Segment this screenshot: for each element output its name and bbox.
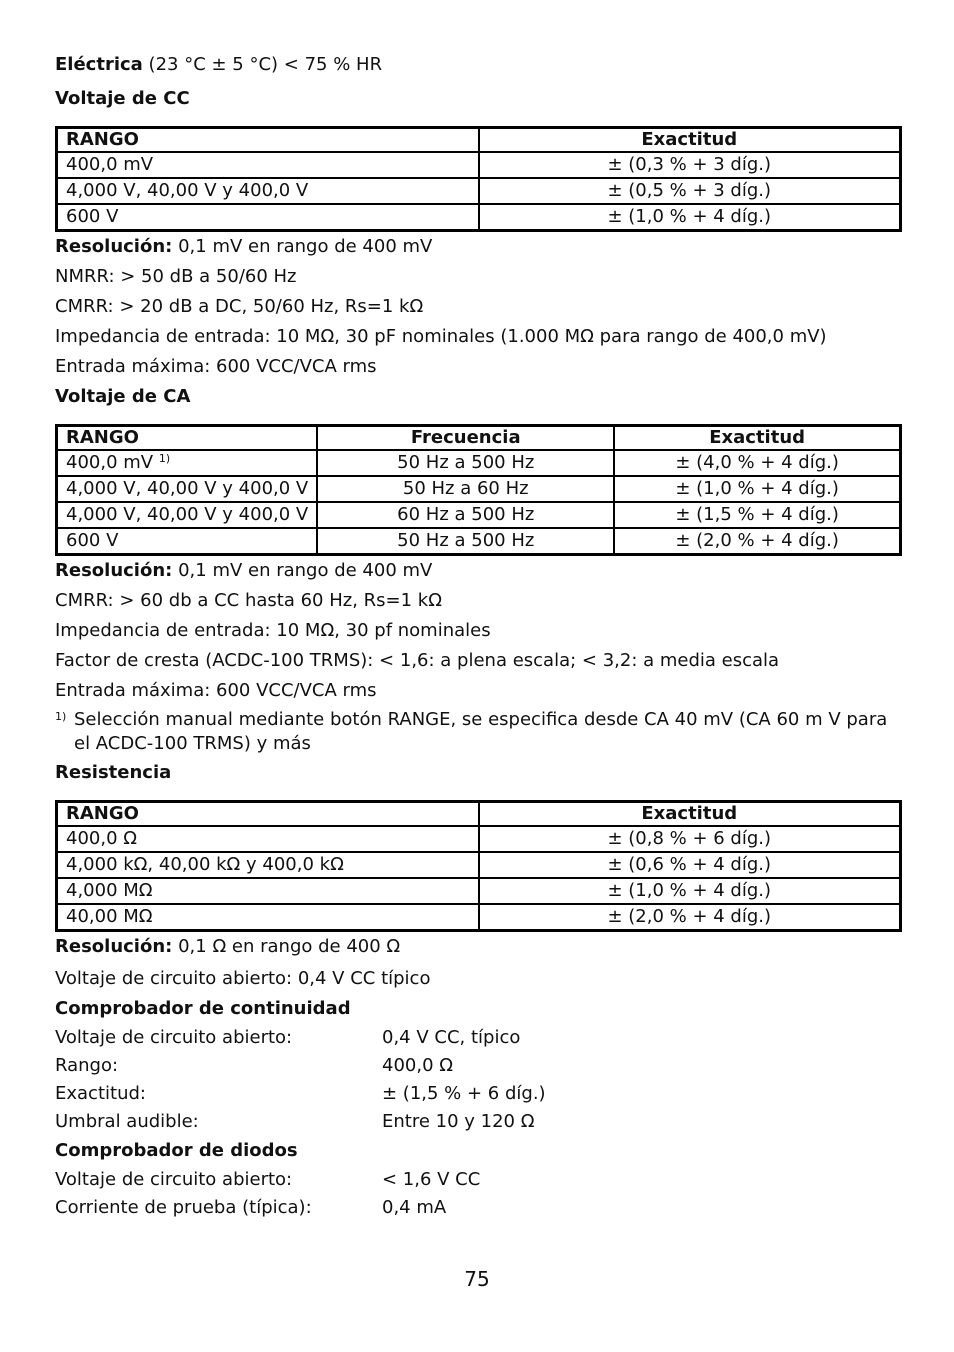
cell-frequency: 50 Hz a 500 Hz — [317, 450, 614, 476]
table-row — [57, 878, 901, 904]
cell-accuracy: ± (0,6 % + 4 díg.) — [479, 852, 901, 878]
cell-range: 4,000 MΩ — [57, 878, 479, 904]
ac-resolution — [55, 556, 902, 586]
dc-spec-line: NMRR: > 50 dB a 50/60 Hz — [55, 266, 297, 287]
cell-range: 600 V — [57, 204, 479, 231]
cell-accuracy: ± (2,0 % + 4 díg.) — [614, 528, 900, 555]
dc-spec-line: Impedancia de entrada: 10 MΩ, 30 pF nominales (1.000 MΩ para rango de 400,0 mV) — [55, 326, 827, 347]
item-value: Entre 10 y 120 Ω — [382, 1111, 535, 1132]
table-row — [57, 904, 901, 931]
ac-spec-line: Factor de cresta (ACDC-100 TRMS): < 1,6: a plena escala; < 3,2: a media escala — [55, 650, 780, 671]
cell-range: 4,000 V, 40,00 V y 400,0 V — [57, 476, 318, 502]
item-value: 0,4 V CC, típico — [382, 1027, 521, 1048]
table-row — [57, 502, 901, 528]
footnote-mark: 1) — [55, 710, 67, 723]
resolution-text: 0,1 Ω en rango de 400 Ω — [178, 936, 401, 957]
cell-accuracy: ± (1,0 % + 4 díg.) — [479, 878, 901, 904]
ac-spec-line: Entrada máxima: 600 VCC/VCA rms — [55, 680, 377, 701]
document-page — [55, 50, 902, 1222]
electrical-conditions-text: (23 °C ± 5 °C) < 75 % HR — [148, 54, 383, 75]
table-row — [57, 528, 901, 555]
item-value: ± (1,5 % + 6 díg.) — [382, 1083, 546, 1104]
cell-frequency: 50 Hz a 60 Hz — [317, 476, 614, 502]
header-range: RANGO — [57, 802, 479, 827]
cell-accuracy: ± (0,5 % + 3 díg.) — [479, 178, 901, 204]
cell-range: 4,000 V, 40,00 V y 400,0 V — [57, 178, 479, 204]
table-header-row — [57, 426, 901, 451]
cell-accuracy: ± (1,0 % + 4 díg.) — [479, 204, 901, 231]
footnote-ref: 1) — [158, 452, 171, 465]
table-header-row — [57, 802, 901, 827]
resolution-label: Resolución: — [55, 560, 173, 581]
continuity-item — [55, 1080, 902, 1108]
table-row — [57, 204, 901, 231]
ac-voltage-table — [55, 424, 902, 556]
header-range: RANGO — [57, 128, 479, 153]
cell-range: 4,000 kΩ, 40,00 kΩ y 400,0 kΩ — [57, 852, 479, 878]
header-frequency: Frecuencia — [317, 426, 614, 451]
table-row — [57, 852, 901, 878]
cell-range: 400,0 Ω — [57, 826, 479, 852]
cell-range — [57, 450, 318, 476]
cell-frequency: 50 Hz a 500 Hz — [317, 528, 614, 555]
cell-accuracy: ± (2,0 % + 4 díg.) — [479, 904, 901, 931]
item-key: Voltaje de circuito abierto: — [55, 1027, 293, 1048]
item-value: < 1,6 V CC — [382, 1169, 481, 1190]
resolution-text: 0,1 mV en rango de 400 mV — [178, 236, 433, 257]
table-header-row — [57, 128, 901, 153]
ac-spec-line: CMRR: > 60 db a CC hasta 60 Hz, Rs=1 kΩ — [55, 590, 442, 611]
table-row — [57, 152, 901, 178]
continuity-item — [55, 1024, 902, 1052]
cell-range: 4,000 V, 40,00 V y 400,0 V — [57, 502, 318, 528]
item-key: Umbral audible: — [55, 1111, 199, 1132]
footnote-text: Selección manual mediante botón RANGE, se especifica desde CA 40 mV (CA 60 m V para el ACDC-100 TRMS) y más — [74, 709, 888, 754]
cell-frequency: 60 Hz a 500 Hz — [317, 502, 614, 528]
header-accuracy: Exactitud — [479, 802, 901, 827]
cell-range-text: 400,0 mV — [66, 452, 154, 473]
dc-resolution — [55, 232, 902, 262]
table-row — [57, 450, 901, 476]
cell-accuracy: ± (1,5 % + 4 díg.) — [614, 502, 900, 528]
resistance-heading: Resistencia — [55, 762, 172, 783]
resistance-resolution — [55, 932, 902, 962]
dc-voltage-heading: Voltaje de CC — [55, 88, 190, 109]
cell-accuracy: ± (0,3 % + 3 díg.) — [479, 152, 901, 178]
continuity-heading: Comprobador de continuidad — [55, 998, 351, 1019]
diode-heading: Comprobador de diodos — [55, 1140, 298, 1161]
item-value: 400,0 Ω — [382, 1055, 454, 1076]
header-range: RANGO — [57, 426, 318, 451]
diode-item — [55, 1166, 902, 1194]
item-key: Corriente de prueba (típica): — [55, 1197, 312, 1218]
item-key: Rango: — [55, 1055, 119, 1076]
continuity-item — [55, 1108, 902, 1136]
footnote — [55, 708, 902, 756]
item-value: 0,4 mA — [382, 1197, 447, 1218]
resistance-table — [55, 800, 902, 932]
ac-voltage-heading: Voltaje de CA — [55, 386, 191, 407]
table-row — [57, 826, 901, 852]
resolution-label: Resolución: — [55, 236, 173, 257]
resistance-spec-line: Voltaje de circuito abierto: 0,4 V CC típico — [55, 968, 431, 989]
cell-accuracy: ± (1,0 % + 4 díg.) — [614, 476, 900, 502]
cell-accuracy: ± (4,0 % + 4 díg.) — [614, 450, 900, 476]
page-number: 75 — [464, 1267, 490, 1291]
dc-spec-line: Entrada máxima: 600 VCC/VCA rms — [55, 356, 377, 377]
table-row — [57, 476, 901, 502]
cell-range: 400,0 mV — [57, 152, 479, 178]
resolution-text: 0,1 mV en rango de 400 mV — [178, 560, 433, 581]
dc-voltage-table — [55, 126, 902, 232]
cell-range: 600 V — [57, 528, 318, 555]
item-key: Voltaje de circuito abierto: — [55, 1169, 293, 1190]
electrical-conditions — [55, 50, 902, 80]
continuity-item — [55, 1052, 902, 1080]
table-row — [57, 178, 901, 204]
resolution-label: Resolución: — [55, 936, 173, 957]
ac-spec-line: Impedancia de entrada: 10 MΩ, 30 pf nominales — [55, 620, 491, 641]
electrical-title: Eléctrica — [55, 54, 143, 75]
item-key: Exactitud: — [55, 1083, 146, 1104]
cell-range: 40,00 MΩ — [57, 904, 479, 931]
header-accuracy: Exactitud — [614, 426, 900, 451]
header-accuracy: Exactitud — [479, 128, 901, 153]
diode-item — [55, 1194, 902, 1222]
cell-accuracy: ± (0,8 % + 6 díg.) — [479, 826, 901, 852]
dc-spec-line: CMRR: > 20 dB a DC, 50/60 Hz, Rs=1 kΩ — [55, 296, 424, 317]
